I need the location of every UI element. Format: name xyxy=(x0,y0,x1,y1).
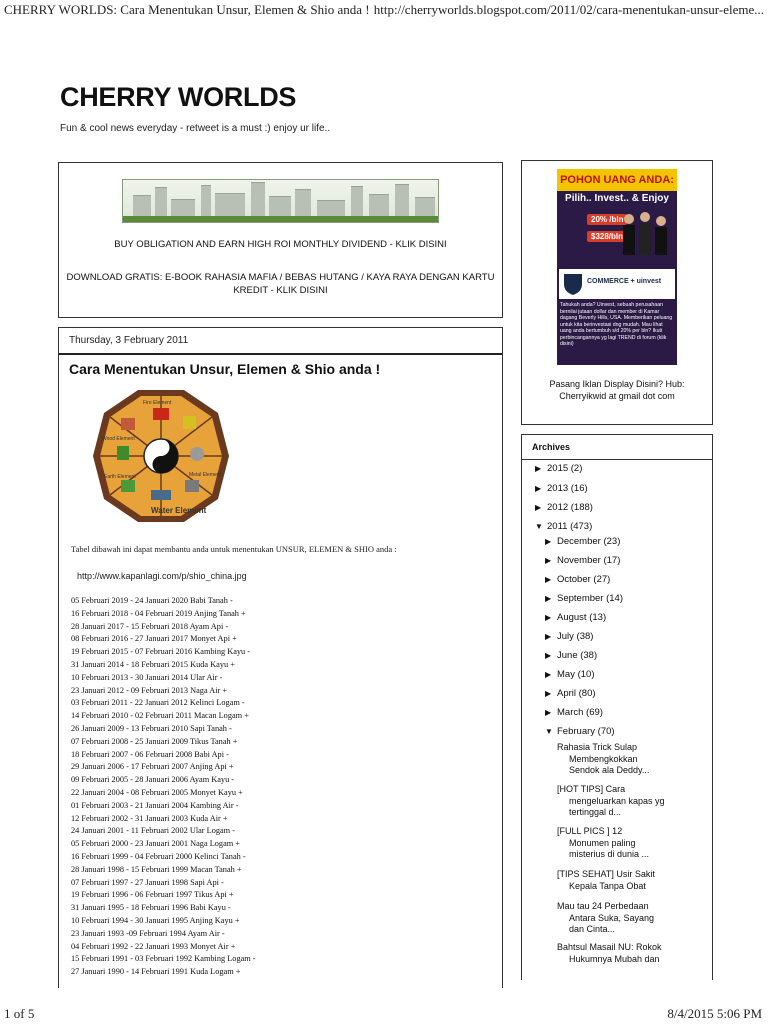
archive-year-2012[interactable] xyxy=(535,502,593,513)
post-line: Hukumnya Mubah dan xyxy=(569,953,660,964)
shio-list-item: 07 Februari 2008 - 25 Januari 2009 Tikus Tanah + xyxy=(71,736,238,746)
shio-list-item: 16 Februari 2018 - 04 Februari 2019 Anjing Tanah + xyxy=(71,608,246,618)
archive-post-link[interactable] xyxy=(557,742,687,777)
shio-list-item: 05 Februari 2019 - 24 Januari 2020 Babi Tanah - xyxy=(71,596,233,605)
chevron-right-icon[interactable]: ▶ xyxy=(545,632,552,641)
archive-year-label: 2011 (473) xyxy=(547,521,593,532)
archive-post-link[interactable] xyxy=(557,869,687,892)
chevron-right-icon[interactable]: ▶ xyxy=(545,594,552,603)
chevron-right-icon[interactable]: ▶ xyxy=(545,613,552,622)
ad-logo-text: COMMERCE + uinvest xyxy=(587,278,662,285)
shield-icon xyxy=(562,272,584,296)
page-header-title: CHERRY WORLDS: Cara Menentukan Unsur, Elemen & Shio anda ! xyxy=(4,2,370,17)
bagua-label-metal: Metal Element xyxy=(189,472,221,478)
post-line: Bahtsul Masail NU: Rokok xyxy=(557,942,662,952)
city-banner-image[interactable] xyxy=(122,179,439,223)
archive-year-2015[interactable] xyxy=(535,463,582,474)
post-line: [TIPS SEHAT] Usir Sakit xyxy=(557,869,655,879)
chevron-right-icon[interactable]: ▶ xyxy=(545,651,552,660)
page-header-url: http://cherryworlds.blogspot.com/2011/02/cara-menentukan-unsur-eleme... xyxy=(373,2,764,17)
caption-line-2: Cherryikwid at gmail dot com xyxy=(559,391,675,401)
archive-month-december[interactable] xyxy=(545,536,620,547)
post-line: Antara Suka, Sayang xyxy=(569,912,655,923)
post-title[interactable]: Cara Menentukan Unsur, Elemen & Shio anda ! xyxy=(69,361,381,377)
chevron-right-icon[interactable]: ▶ xyxy=(545,537,552,546)
shio-list-item: 23 Januari 2012 - 09 Februari 2013 Naga Air + xyxy=(71,685,228,695)
archive-month-october[interactable] xyxy=(545,574,610,585)
post-line: misterius di dunia ... xyxy=(569,849,650,860)
shio-list-item: 15 Februari 1991 - 03 Februari 1992 Kambing Logam - xyxy=(71,954,256,964)
archive-month-label: August (13) xyxy=(557,612,607,623)
archive-month-july[interactable] xyxy=(545,631,593,642)
post-divider xyxy=(59,353,502,355)
post-source-link[interactable]: http://www.kapanlagi.com/p/shio_china.jpg xyxy=(77,571,247,581)
archive-year-label: 2012 (188) xyxy=(547,502,593,513)
ad-logos xyxy=(559,269,675,299)
archive-month-february[interactable] xyxy=(545,726,615,737)
blog-description: Fun & cool news everyday - retweet is a must :) enjoy ur life.. xyxy=(60,123,331,134)
archive-post-link[interactable] xyxy=(557,901,687,936)
archives-box xyxy=(521,434,713,980)
ad-rate-2: $328/bln xyxy=(587,231,627,242)
shio-list-item: 07 Februari 1997 - 27 Januari 1998 Sapi Api - xyxy=(71,877,224,887)
shio-list-item: 19 Februari 2015 - 07 Februari 2016 Kambing Kayu - xyxy=(71,647,251,657)
shio-list-item: 04 Februari 1992 - 22 Januari 1993 Monyet Air + xyxy=(71,941,236,951)
archive-month-label: March (69) xyxy=(557,707,603,718)
shio-list-item: 22 Januari 2004 - 08 Februari 2005 Monyet Kayu + xyxy=(71,787,243,797)
archives-title: Archives xyxy=(532,442,571,452)
archive-month-march[interactable] xyxy=(545,707,603,718)
caption-line-1: Pasang Iklan Display Disini? Hub: xyxy=(549,379,685,389)
post-line: Mau tau 24 Perbedaan xyxy=(557,901,649,911)
archive-month-june[interactable] xyxy=(545,650,597,661)
archive-month-label: May (10) xyxy=(557,669,595,680)
post-line: [HOT TIPS] Cara xyxy=(557,784,626,794)
post-date: Thursday, 3 February 2011 xyxy=(69,335,189,346)
shio-list-item: 08 Februari 2016 - 27 Januari 2017 Monyet Api + xyxy=(71,634,237,644)
shio-list-item: 10 Februari 1994 - 30 Januari 1995 Anjing Kayu + xyxy=(71,915,240,925)
archive-month-label: October (27) xyxy=(557,574,611,585)
archive-month-april[interactable] xyxy=(545,688,596,699)
archive-year-2013[interactable] xyxy=(535,483,588,494)
archive-month-label: November (17) xyxy=(557,555,621,566)
shio-list-item: 23 Januari 1993 -09 Februari 1994 Ayam Air - xyxy=(71,928,225,938)
shio-list xyxy=(71,595,256,979)
ad-box xyxy=(58,162,503,318)
archive-year-2011[interactable] xyxy=(535,521,592,532)
bagua-label-fire: Fire Element xyxy=(143,400,172,406)
post-line: Membengkokkan xyxy=(569,753,638,764)
chevron-down-icon[interactable]: ▼ xyxy=(535,522,543,531)
chevron-right-icon[interactable]: ▶ xyxy=(535,464,542,473)
post-line: dan Cinta... xyxy=(569,924,616,935)
shio-list-item: 05 Februari 2000 - 23 Januari 2001 Naga Logam + xyxy=(71,839,240,849)
shio-list-item: 10 Februari 2013 - 30 Januari 2014 Ular Air - xyxy=(71,672,223,682)
archive-year-label: 2015 (2) xyxy=(547,463,583,474)
shio-list-item: 24 Januari 2001 - 11 Februari 2002 Ular Logam - xyxy=(71,826,235,836)
archive-month-august[interactable] xyxy=(545,612,606,623)
chevron-right-icon[interactable]: ▶ xyxy=(535,503,542,512)
bagua-label-earth: Earth Element xyxy=(104,474,136,480)
shio-list-item: 09 Februari 2005 - 28 Januari 2006 Ayam Kayu - xyxy=(71,775,235,785)
shio-list-item: 26 Januari 2009 - 13 Februari 2010 Sapi Tanah - xyxy=(71,723,232,733)
shio-list-item: 14 Februari 2010 - 02 Februari 2011 Macan Logam + xyxy=(71,711,249,721)
archive-month-label: June (38) xyxy=(557,650,598,661)
shio-list-item: 27 Januari 1990 - 14 Februari 1991 Kuda Logam + xyxy=(71,967,241,977)
post-box xyxy=(58,327,503,988)
post-line: mengeluarkan kapas yg xyxy=(569,795,665,806)
archive-month-label: December (23) xyxy=(557,536,621,547)
page-footer-number: 1 of 5 xyxy=(4,1006,35,1021)
post-line: Kepala Tanpa Obat xyxy=(569,880,646,891)
archive-post-link[interactable] xyxy=(557,784,687,819)
archive-month-label: September (14) xyxy=(557,593,624,604)
shio-list-item: 28 Januari 2017 - 15 Februari 2018 Ayam Api - xyxy=(71,621,229,631)
archive-month-november[interactable] xyxy=(545,555,620,566)
ad-headline: POHON UANG ANDA: xyxy=(557,169,677,191)
bagua-label-wood: Wood Element xyxy=(102,436,135,442)
ad-link-ebook-line2: KREDIT - KLIK DISINI xyxy=(233,285,328,296)
shio-list-item: 28 Januari 1998 - 15 Februari 1999 Macan Tanah + xyxy=(71,864,242,874)
chevron-right-icon[interactable]: ▶ xyxy=(545,556,552,565)
shio-list-item: 12 Februari 2002 - 31 Januari 2003 Kuda Air + xyxy=(71,813,228,823)
post-line: [FULL PICS ] 12 xyxy=(557,826,623,836)
post-line: Sendok ala Deddy... xyxy=(569,765,650,776)
blog-title[interactable]: CHERRY WORLDS xyxy=(60,82,297,112)
ad-link-ebook[interactable] xyxy=(59,271,502,297)
chevron-right-icon[interactable]: ▶ xyxy=(545,708,552,717)
archive-month-label: February (70) xyxy=(557,726,615,737)
sidebar-ad-box xyxy=(521,160,713,425)
ad-rate-1: 20% /bln xyxy=(587,214,627,225)
archive-month-label: July (38) xyxy=(557,631,594,642)
archive-year-label: 2013 (16) xyxy=(547,483,588,494)
archive-post-link[interactable] xyxy=(557,942,687,965)
shio-list-item: 18 Februari 2007 - 06 Februari 2008 Babi Api - xyxy=(71,749,229,759)
shio-list-item: 19 Februari 1996 - 06 Februari 1997 Tikus Api + xyxy=(71,890,234,900)
shio-list-item: 16 Februari 1999 - 04 Februari 2000 Kelinci Tanah - xyxy=(71,851,246,861)
chevron-right-icon[interactable]: ▶ xyxy=(545,670,552,679)
shio-list-item: 29 Januari 2006 - 17 Februari 2007 Anjing Api + xyxy=(71,762,234,772)
archive-month-september[interactable] xyxy=(545,593,623,604)
post-line: Monumen paling xyxy=(569,837,636,848)
ad-link-ebook-line1: DOWNLOAD GRATIS: E-BOOK RAHASIA MAFIA / BEBAS HUTANG / KAYA RAYA DENGAN KARTU xyxy=(66,272,495,283)
five-elements-bagua-image xyxy=(71,388,251,528)
sidebar-ad-caption xyxy=(522,378,712,402)
archives-divider xyxy=(522,459,712,460)
uinvest-ad-image[interactable] xyxy=(557,169,677,365)
page-footer-datetime: 8/4/2015 5:06 PM xyxy=(667,1006,762,1021)
bagua-label-water: Water Element xyxy=(151,506,207,515)
ad-body-text: Tahukah anda? Uinvest, sebuah perusahaan bernilai jutaan dollar dan member di Kamar dagang Beverly Hills, USA. Memberikan peluang untuk kita berinvestasi dng mudah. Mau lihat uang anda bertumbuh s/d 20% per bln? Ikuti perbincangannya yg lagi TREND di forum (klik disini) xyxy=(560,302,673,347)
shio-list-item: 01 Februari 2003 - 21 Januari 2004 Kambing Air - xyxy=(71,800,239,810)
chevron-right-icon[interactable]: ▶ xyxy=(545,575,552,584)
shio-list-item: 03 Februari 2011 - 22 Januari 2012 Kelinci Logam - xyxy=(71,698,245,708)
ad-link-obligation[interactable]: BUY OBLIGATION AND EARN HIGH ROI MONTHLY DIVIDEND - KLIK DISINI xyxy=(114,239,447,250)
shio-list-item: 31 Januari 1995 - 18 Februari 1996 Babi Kayu - xyxy=(71,903,231,913)
people-icon xyxy=(617,209,672,264)
post-line: Rahasia Trick Sulap xyxy=(557,742,638,752)
post-intro-text: Tabel dibawah ini dapat membantu anda untuk menentukan UNSUR, ELEMEN & SHIO anda : xyxy=(71,544,397,554)
ad-subline: Pilih.. Invest.. & Enjoy xyxy=(565,193,669,204)
archive-post-link[interactable] xyxy=(557,826,687,861)
post-line: tertinggal d... xyxy=(569,807,622,818)
chevron-right-icon[interactable]: ▶ xyxy=(535,484,542,493)
archive-month-may[interactable] xyxy=(545,669,594,680)
shio-list-item: 31 Januari 2014 - 18 Februari 2015 Kuda Kayu + xyxy=(71,659,235,669)
archive-month-label: April (80) xyxy=(557,688,596,699)
chevron-down-icon[interactable]: ▼ xyxy=(545,727,553,736)
chevron-right-icon[interactable]: ▶ xyxy=(545,689,552,698)
